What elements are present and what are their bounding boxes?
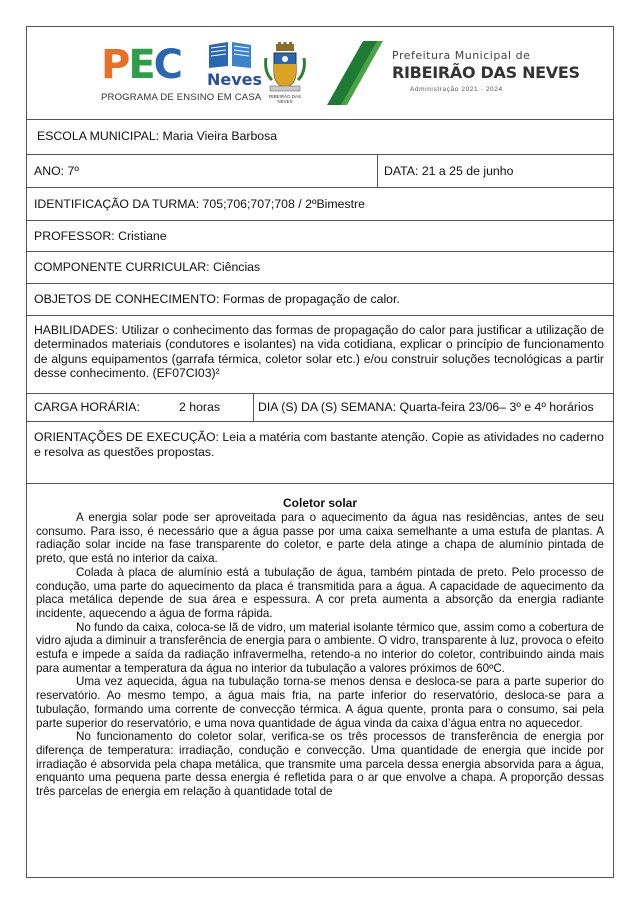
- prefeitura-logo: [392, 49, 580, 93]
- row-objetos: [27, 284, 613, 316]
- orientacoes-text: [34, 430, 604, 460]
- professor-value: Cristiane: [118, 229, 167, 243]
- ano-label: ANO:: [34, 164, 65, 178]
- data-label: DATA:: [384, 164, 419, 178]
- prefeitura-city: RIBEIRÃO DAS NEVES: [392, 63, 580, 82]
- turma-label: IDENTIFICAÇÃO DA TURMA:: [34, 197, 200, 211]
- ano-value: 7º: [67, 164, 79, 178]
- article-paragraph: No funcionamento do coletor solar, verifica-se os três processos de transferência de energia por diferença de temperatura: irradiação, condução e convecção. Uma quantidade de energia que incide por irradiação é absorvida pela chapa metálica, que transmite uma parcela dessa energia absorvida para a água, enquanto uma pequena parte dessa energia é refletida para o ar que envolve a chapa. A proporção dessas três parcelas de energia em relação à quantidade total de: [36, 730, 604, 799]
- row-turma: [27, 188, 613, 221]
- article-paragraph: A energia solar pode ser aproveitada para o aquecimento da água nas residências, antes de seu consumo. Para isso, é necessário que a água passe por uma caixa semelhante a uma estufa de plantas. A radiação solar incide na fase transparente do coletor, e parte dela atinge a chapa de alumínio pintada de preto, que está no interior da caixa.: [36, 511, 604, 566]
- document-header: [27, 27, 613, 120]
- prefeitura-admin: Administração 2021 · 2024: [410, 86, 503, 93]
- coat-of-arms-icon: [262, 42, 308, 104]
- open-book-icon: [205, 39, 255, 69]
- article-paragraph: Colada à placa de alumínio está a tubulação de água, também pintada de preto. Pelo processo de condução, uma parte do aquecimento da placa é transmitida para a água. A capacidade de aquecimento da placa metálica depende de sua área e espessura. A cor preta aumenta a absorção da energia radiante incidente, aquecendo a água de forma rápida.: [36, 565, 604, 620]
- carga-value: 2 horas: [179, 400, 221, 414]
- row-ano-data: [27, 155, 613, 188]
- article-title: Coletor solar: [282, 496, 357, 510]
- objetos-value: Formas de propagação de calor.: [222, 292, 400, 306]
- turma-value: 705;706;707;708 / 2ºBimestre: [202, 197, 365, 211]
- habilidades-value: Utilizar o conhecimento das formas de propagação do calor para justificar a utilização de determinados materiais (condutores e isolantes) na vida cotidiana, explicar o princípio de funcionamento de alguns equipamentos (garrafa térmica, coletor solar etc.) e/ou construir soluções tecnológicas a partir desse conhecimento. (EF07CI03)²: [34, 323, 604, 381]
- row-habilidades: [27, 316, 613, 394]
- dias-value: Quarta-feira 23/06– 3º e 4º horários: [399, 400, 594, 414]
- row-professor: [27, 221, 613, 252]
- article: [36, 496, 604, 799]
- data-value: 21 a 25 de junho: [421, 164, 514, 178]
- prefeitura-title: Prefeitura Municipal de: [392, 49, 531, 62]
- habilidades-label: HABILIDADES:: [34, 323, 118, 337]
- green-slash-icon: [327, 41, 383, 105]
- pec-neves: Neves: [207, 70, 263, 89]
- article-paragraph: No fundo da caixa, coloca-se lã de vidro, um material isolante térmico que, assim como a cobertura de vidro ajuda a diminuir a transferência de energia para o ambiente. O vidro, transparente à luz, provoca o efeito estufa e impede a saída da radiação infravermelha, retendo-a no interior do coletor, contribuindo ainda mais para aumentar a temperatura da água no interior da tubulação a valores próximos de 60ºC.: [36, 620, 604, 675]
- escola-label: ESCOLA MUNICIPAL:: [37, 129, 160, 143]
- row-escola: [27, 119, 613, 155]
- componente-value: Ciências: [213, 260, 261, 274]
- pec-subtitle: PROGRAMA DE ENSINO EM CASA: [101, 92, 262, 103]
- habilidades-text: [34, 323, 604, 381]
- escola-value: Maria Vieira Barbosa: [162, 129, 278, 143]
- orientacoes-label: ORIENTAÇÕES DE EXECUÇÃO:: [34, 430, 219, 444]
- article-paragraph: Uma vez aquecida, água na tubulação torna-se menos densa e desloca-se para a parte superior do reservatório. Ao mesmo tempo, a água mais fria, na parte inferior do reservatório, desloca-se para a tubulação, formando uma corrente de convecção térmica. A água quente, pronta para o consumo, sai pela parte superior do reservatório, e uma nova quantidade de água vinda da caixa d’água entra no aquecedor.: [36, 675, 604, 730]
- carga-label: CARGA HORÁRIA:: [34, 400, 140, 414]
- row-carga: [27, 394, 613, 422]
- pec-letters: PEC: [101, 42, 182, 88]
- orientacoes-value: Leia a matéria com bastante atenção. Copie as atividades no caderno e resolva as questões propostas.: [34, 430, 604, 459]
- professor-label: PROFESSOR:: [34, 229, 115, 243]
- pec-logo: [101, 39, 261, 105]
- dias-label: DIA (S) DA (S) SEMANA:: [258, 400, 397, 414]
- componente-label: COMPONENTE CURRICULAR:: [34, 260, 210, 274]
- row-orientacoes: [27, 422, 613, 484]
- coat-label: RIBEIRÃO DAS NEVES: [268, 94, 301, 104]
- row-componente: [27, 252, 613, 284]
- objetos-label: OBJETOS DE CONHECIMENTO:: [34, 292, 220, 306]
